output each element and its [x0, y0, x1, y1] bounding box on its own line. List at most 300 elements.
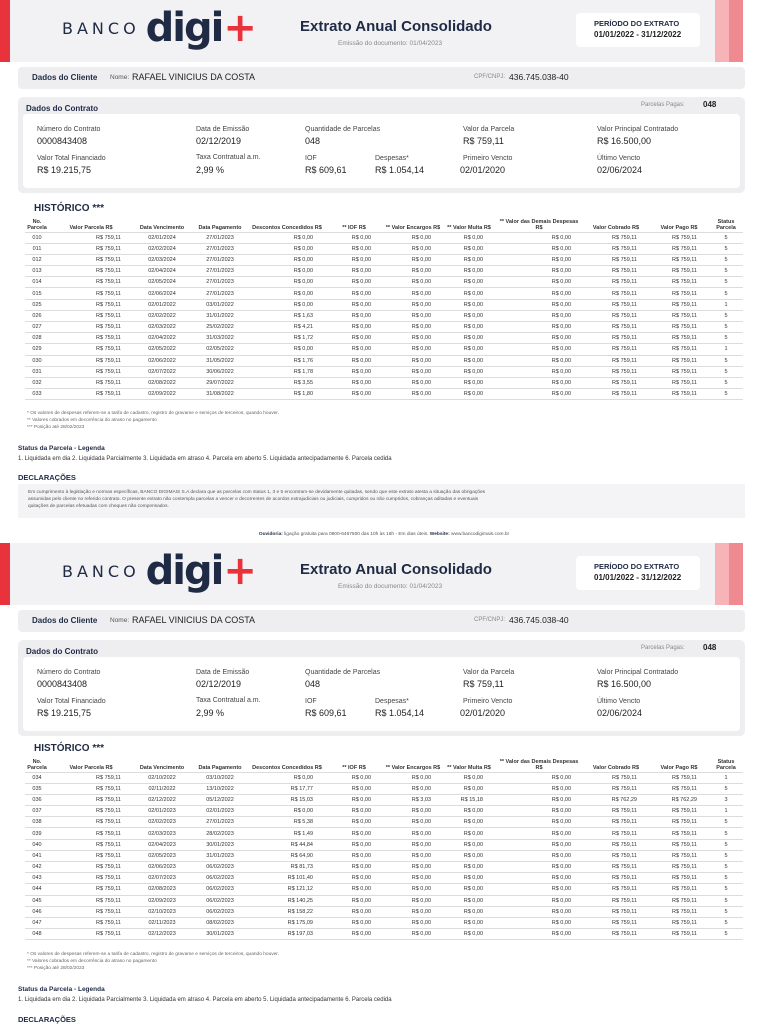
cell-demais-despesas: R$ 0,00	[495, 288, 583, 299]
cell-valor-cobrado: R$ 759,11	[583, 243, 649, 254]
cell-descontos: R$ 0,00	[249, 232, 325, 243]
cell-data-vencimento: 02/02/2024	[133, 243, 191, 254]
despesas-value: R$ 1.054,14	[375, 165, 425, 175]
cell-iof: R$ 0,00	[325, 322, 383, 333]
brand-bar	[0, 543, 10, 605]
qtd-value: 048	[305, 136, 321, 146]
client-label: Dados do Cliente	[32, 616, 98, 625]
cell-status: 5	[709, 929, 743, 940]
cell-status: 3	[709, 794, 743, 805]
cell-status: 5	[709, 884, 743, 895]
header-valor-cobrado: Valor Cobrado R$	[592, 764, 640, 771]
cell-status: 5	[709, 783, 743, 794]
cell-parcela-number: 032	[25, 377, 49, 388]
cell-data-pagamento: 27/01/2023	[191, 817, 249, 828]
decor-stripe	[743, 0, 768, 62]
cell-data-pagamento: 27/01/2023	[191, 232, 249, 243]
cell-encargos: R$ 0,00	[383, 333, 443, 344]
cell-valor-cobrado: R$ 759,11	[583, 917, 649, 928]
decor-stripe	[729, 0, 743, 62]
cell-valor-cobrado: R$ 759,11	[583, 806, 649, 817]
cell-encargos: R$ 0,00	[383, 862, 443, 873]
ultimo-label: Último Vencto	[597, 155, 641, 162]
footnotes	[27, 410, 279, 431]
cell-iof: R$ 0,00	[325, 232, 383, 243]
cell-parcela-number: 035	[25, 783, 49, 794]
primeiro-label: Primeiro Vencto	[463, 698, 513, 705]
cell-parcela-number: 031	[25, 366, 49, 377]
cell-multa: R$ 0,00	[443, 355, 495, 366]
cell-iof: R$ 0,00	[325, 288, 383, 299]
footnote-2: ** Valores cobrados em decorrência do atraso no pagamento	[27, 418, 157, 423]
cell-valor-cobrado: R$ 762,29	[583, 794, 649, 805]
cell-data-vencimento: 02/08/2022	[133, 377, 191, 388]
cell-multa: R$ 0,00	[443, 884, 495, 895]
cell-descontos: R$ 5,38	[249, 817, 325, 828]
history-header-row	[25, 756, 743, 772]
cell-encargos: R$ 0,00	[383, 344, 443, 355]
cell-valor-cobrado: R$ 759,11	[583, 254, 649, 265]
cell-valor-parcela: R$ 759,11	[49, 366, 133, 377]
cell-demais-despesas: R$ 0,00	[495, 232, 583, 243]
parcelas-pagas-value: 048	[703, 643, 717, 652]
cell-iof: R$ 0,00	[325, 929, 383, 940]
history-title: HISTÓRICO ***	[34, 743, 105, 754]
table-row	[25, 232, 743, 243]
cell-descontos: R$ 175,09	[249, 917, 325, 928]
cell-parcela-number: 029	[25, 344, 49, 355]
emission-value: 02/12/2019	[196, 136, 242, 146]
cell-valor-pago: R$ 759,11	[649, 884, 709, 895]
cell-demais-despesas: R$ 0,00	[495, 355, 583, 366]
qtd-label: Quantidade de Parcelas	[305, 126, 381, 133]
decor-stripe	[715, 543, 729, 605]
cell-multa: R$ 0,00	[443, 254, 495, 265]
cell-encargos: R$ 0,00	[383, 266, 443, 277]
emission-label: Data de Emissão	[196, 669, 250, 676]
cell-status: 5	[709, 322, 743, 333]
cell-encargos: R$ 0,00	[383, 232, 443, 243]
cell-encargos: R$ 0,00	[383, 850, 443, 861]
cell-data-vencimento: 02/11/2022	[133, 783, 191, 794]
contract-title: Dados do Contrato	[26, 104, 98, 113]
cell-data-pagamento: 31/01/2022	[191, 310, 249, 321]
cell-valor-parcela: R$ 759,11	[49, 322, 133, 333]
contract-fields	[23, 657, 740, 731]
cell-valor-parcela: R$ 759,11	[49, 232, 133, 243]
cell-valor-pago: R$ 759,11	[649, 850, 709, 861]
legend-title: Status da Parcela - Legenda	[18, 445, 105, 452]
cell-valor-pago: R$ 762,29	[649, 794, 709, 805]
cell-valor-cobrado: R$ 759,11	[583, 839, 649, 850]
cell-valor-pago: R$ 759,11	[649, 389, 709, 400]
cell-data-vencimento: 02/01/2023	[133, 806, 191, 817]
cell-valor-parcela: R$ 759,11	[49, 355, 133, 366]
cell-encargos: R$ 0,00	[383, 310, 443, 321]
table-row	[25, 895, 743, 906]
cell-iof: R$ 0,00	[325, 377, 383, 388]
despesas-value: R$ 1.054,14	[375, 708, 425, 718]
cell-data-pagamento: 29/07/2022	[191, 377, 249, 388]
cell-iof: R$ 0,00	[325, 906, 383, 917]
cell-descontos: R$ 0,00	[249, 299, 325, 310]
cell-status: 5	[709, 377, 743, 388]
cell-descontos: R$ 4,21	[249, 322, 325, 333]
cell-data-vencimento: 02/12/2023	[133, 929, 191, 940]
table-row	[25, 884, 743, 895]
cell-iof: R$ 0,00	[325, 333, 383, 344]
cell-data-vencimento: 02/06/2022	[133, 355, 191, 366]
cell-valor-cobrado: R$ 759,11	[583, 310, 649, 321]
table-row	[25, 366, 743, 377]
bank-logo	[62, 549, 257, 593]
cell-demais-despesas: R$ 0,00	[495, 344, 583, 355]
client-cpf: 436.745.038-40	[509, 615, 569, 625]
table-row	[25, 254, 743, 265]
cell-encargos: R$ 0,00	[383, 389, 443, 400]
cell-valor-cobrado: R$ 759,11	[583, 389, 649, 400]
cell-valor-pago: R$ 759,11	[649, 366, 709, 377]
cell-status: 5	[709, 817, 743, 828]
cell-encargos: R$ 0,00	[383, 288, 443, 299]
cell-demais-despesas: R$ 0,00	[495, 850, 583, 861]
cell-valor-parcela: R$ 759,11	[49, 288, 133, 299]
website-link[interactable]: www.bancodigimais.com.br	[449, 532, 510, 537]
cell-multa: R$ 0,00	[443, 839, 495, 850]
cell-demais-despesas: R$ 0,00	[495, 929, 583, 940]
cell-valor-parcela: R$ 759,11	[49, 906, 133, 917]
cell-iof: R$ 0,00	[325, 277, 383, 288]
cell-data-vencimento: 02/01/2022	[133, 299, 191, 310]
cell-valor-parcela: R$ 759,11	[49, 839, 133, 850]
cell-descontos: R$ 0,00	[249, 288, 325, 299]
cell-encargos: R$ 0,00	[383, 828, 443, 839]
cell-descontos: R$ 1,49	[249, 828, 325, 839]
document-title: Extrato Anual Consolidado	[300, 18, 492, 35]
client-cpf-label: CPF/CNPJ:	[474, 74, 506, 80]
cell-valor-cobrado: R$ 759,11	[583, 906, 649, 917]
cell-multa: R$ 0,00	[443, 806, 495, 817]
ouvidoria-label: Ouvidoria:	[258, 532, 283, 537]
cell-iof: R$ 0,00	[325, 828, 383, 839]
iof-label: IOF	[305, 155, 317, 162]
cell-descontos: R$ 0,00	[249, 243, 325, 254]
cell-iof: R$ 0,00	[325, 243, 383, 254]
cell-parcela-number: 030	[25, 355, 49, 366]
emission-date: Emissão do documento: 01/04/2023	[338, 40, 443, 47]
cell-parcela-number: 036	[25, 794, 49, 805]
cell-valor-cobrado: R$ 759,11	[583, 828, 649, 839]
cell-valor-cobrado: R$ 759,11	[583, 895, 649, 906]
cell-valor-parcela: R$ 759,11	[49, 884, 133, 895]
cell-data-pagamento: 27/01/2023	[191, 254, 249, 265]
cell-data-vencimento: 02/03/2024	[133, 254, 191, 265]
cell-parcela-number: 038	[25, 817, 49, 828]
header-iof: ** IOF R$	[342, 764, 366, 771]
cell-multa: R$ 15,18	[443, 794, 495, 805]
parcelas-pagas-label: Parcelas Pagas:	[641, 645, 685, 651]
cell-encargos: R$ 0,00	[383, 355, 443, 366]
period-label: PERÍODO DO EXTRATO	[594, 19, 680, 28]
legend-text: 1. Liquidada em dia 2. Liquidada Parcialmente 3. Liquidada em atraso 4. Parcela em aberto 5. Liquidada antecipadamente 6. Parcela cedida	[18, 456, 392, 462]
table-row	[25, 806, 743, 817]
cell-valor-parcela: R$ 759,11	[49, 277, 133, 288]
cell-multa: R$ 0,00	[443, 862, 495, 873]
contract-section	[18, 97, 745, 193]
cell-parcela-number: 026	[25, 310, 49, 321]
cell-valor-pago: R$ 759,11	[649, 929, 709, 940]
cell-valor-pago: R$ 759,11	[649, 277, 709, 288]
cell-data-vencimento: 02/01/2024	[133, 232, 191, 243]
cell-valor-pago: R$ 759,11	[649, 377, 709, 388]
cell-iof: R$ 0,00	[325, 366, 383, 377]
parcelas-pagas-label: Parcelas Pagas:	[641, 102, 685, 108]
cell-data-vencimento: 02/11/2023	[133, 917, 191, 928]
cell-multa: R$ 0,00	[443, 783, 495, 794]
cell-iof: R$ 0,00	[325, 355, 383, 366]
table-row	[25, 333, 743, 344]
cell-encargos: R$ 0,00	[383, 873, 443, 884]
footnote-3: *** Posição até 28/02/2023	[27, 966, 85, 971]
cell-descontos: R$ 0,00	[249, 277, 325, 288]
cell-descontos: R$ 0,00	[249, 806, 325, 817]
ultimo-label: Último Vencto	[597, 698, 641, 705]
cell-valor-parcela: R$ 759,11	[49, 817, 133, 828]
history-table	[25, 216, 743, 400]
client-name: RAFAEL VINICIUS DA COSTA	[132, 72, 256, 82]
table-row	[25, 344, 743, 355]
cell-parcela-number: 027	[25, 322, 49, 333]
cell-descontos: R$ 17,77	[249, 783, 325, 794]
period-value: 01/01/2022 - 31/12/2022	[594, 573, 682, 582]
cell-valor-pago: R$ 759,11	[649, 355, 709, 366]
qtd-value: 048	[305, 679, 321, 689]
contract-section	[18, 640, 745, 736]
cell-valor-pago: R$ 759,11	[649, 839, 709, 850]
cell-status: 5	[709, 828, 743, 839]
cell-descontos: R$ 0,00	[249, 254, 325, 265]
cell-status: 1	[709, 772, 743, 783]
cell-data-vencimento: 02/12/2022	[133, 794, 191, 805]
cell-data-vencimento: 02/05/2023	[133, 850, 191, 861]
cell-valor-cobrado: R$ 759,11	[583, 377, 649, 388]
client-name-label: Nome:	[110, 74, 130, 81]
cell-valor-parcela: R$ 759,11	[49, 895, 133, 906]
taxa-label: Taxa Contratual a.m.	[196, 154, 261, 161]
cell-valor-parcela: R$ 759,11	[49, 862, 133, 873]
cell-iof: R$ 0,00	[325, 862, 383, 873]
cell-data-vencimento: 02/06/2024	[133, 288, 191, 299]
cell-iof: R$ 0,00	[325, 389, 383, 400]
period-box	[576, 13, 700, 47]
cell-multa: R$ 0,00	[443, 322, 495, 333]
cell-demais-despesas: R$ 0,00	[495, 322, 583, 333]
cell-descontos: R$ 15,03	[249, 794, 325, 805]
table-row	[25, 772, 743, 783]
cell-data-pagamento: 06/02/2023	[191, 906, 249, 917]
cell-valor-pago: R$ 759,11	[649, 288, 709, 299]
cell-descontos: R$ 81,73	[249, 862, 325, 873]
ouvidoria-text: ligação gratuita para 0800-6467500 das 10h às 16h - Em dias úteis.	[282, 532, 430, 537]
cell-descontos: R$ 197,03	[249, 929, 325, 940]
cell-multa: R$ 0,00	[443, 828, 495, 839]
client-section	[18, 610, 745, 632]
cell-data-pagamento: 27/01/2023	[191, 277, 249, 288]
cell-valor-parcela: R$ 759,11	[49, 389, 133, 400]
header-encargos: ** Valor Encargos R$	[385, 224, 441, 231]
table-row	[25, 929, 743, 940]
cell-parcela-number: 034	[25, 772, 49, 783]
cell-status: 5	[709, 333, 743, 344]
cell-parcela-number: 047	[25, 917, 49, 928]
cell-encargos: R$ 0,00	[383, 817, 443, 828]
cell-encargos: R$ 0,00	[383, 917, 443, 928]
table-row	[25, 310, 743, 321]
total-label: Valor Total Financiado	[37, 698, 106, 705]
cell-descontos: R$ 1,76	[249, 355, 325, 366]
primeiro-label: Primeiro Vencto	[463, 155, 513, 162]
cell-iof: R$ 0,00	[325, 873, 383, 884]
logo-digi-text: digi	[145, 5, 223, 51]
cell-status: 5	[709, 839, 743, 850]
cell-parcela-number: 010	[25, 232, 49, 243]
cell-valor-parcela: R$ 759,11	[49, 299, 133, 310]
table-row	[25, 389, 743, 400]
emission-value: 02/12/2019	[196, 679, 242, 689]
cell-parcela-number: 046	[25, 906, 49, 917]
cell-parcela-number: 042	[25, 862, 49, 873]
cell-multa: R$ 0,00	[443, 917, 495, 928]
cell-valor-pago: R$ 759,11	[649, 828, 709, 839]
cell-iof: R$ 0,00	[325, 783, 383, 794]
cell-valor-parcela: R$ 759,11	[49, 254, 133, 265]
cell-demais-despesas: R$ 0,00	[495, 243, 583, 254]
statement-header	[0, 0, 768, 62]
cell-status: 1	[709, 344, 743, 355]
cell-demais-despesas: R$ 0,00	[495, 783, 583, 794]
header-demais-despesas: ** Valor das Demais Despesas R$	[499, 758, 579, 771]
cell-multa: R$ 0,00	[443, 850, 495, 861]
table-row	[25, 850, 743, 861]
cell-data-pagamento: 28/02/2023	[191, 828, 249, 839]
header-data-pagamento: Data Pagamento	[198, 764, 242, 771]
cell-data-pagamento: 06/02/2023	[191, 895, 249, 906]
cell-multa: R$ 0,00	[443, 906, 495, 917]
cell-valor-cobrado: R$ 759,11	[583, 817, 649, 828]
client-name: RAFAEL VINICIUS DA COSTA	[132, 615, 256, 625]
period-value: 01/01/2022 - 31/12/2022	[594, 30, 682, 39]
declaration-line: quitações de parcelas efetuadas com cheques não compensados.	[28, 504, 169, 509]
cell-encargos: R$ 0,00	[383, 243, 443, 254]
cell-valor-pago: R$ 759,11	[649, 333, 709, 344]
cell-data-vencimento: 02/02/2022	[133, 310, 191, 321]
cell-iof: R$ 0,00	[325, 895, 383, 906]
cell-status: 5	[709, 243, 743, 254]
cell-valor-cobrado: R$ 759,11	[583, 288, 649, 299]
cell-valor-cobrado: R$ 759,11	[583, 929, 649, 940]
cell-valor-cobrado: R$ 759,11	[583, 277, 649, 288]
legend-title: Status da Parcela - Legenda	[18, 986, 105, 993]
legend-text: 1. Liquidada em dia 2. Liquidada Parcialmente 3. Liquidada em atraso 4. Parcela em aberto 5. Liquidada antecipadamente 6. Parcela cedida	[18, 997, 392, 1003]
cell-data-pagamento: 30/01/2023	[191, 839, 249, 850]
cell-valor-parcela: R$ 759,11	[49, 772, 133, 783]
website-label: Website:	[429, 532, 450, 537]
cell-encargos: R$ 0,00	[383, 884, 443, 895]
cell-valor-parcela: R$ 759,11	[49, 873, 133, 884]
logo-plus-text: +	[223, 548, 257, 594]
cell-encargos: R$ 0,00	[383, 806, 443, 817]
cell-demais-despesas: R$ 0,00	[495, 862, 583, 873]
cell-demais-despesas: R$ 0,00	[495, 772, 583, 783]
cell-valor-pago: R$ 759,11	[649, 806, 709, 817]
cell-iof: R$ 0,00	[325, 266, 383, 277]
contract-fields	[23, 114, 740, 188]
cell-multa: R$ 0,00	[443, 873, 495, 884]
cell-parcela-number: 037	[25, 806, 49, 817]
cell-parcela-number: 025	[25, 299, 49, 310]
principal-label: Valor Principal Contratado	[597, 669, 679, 676]
cell-data-vencimento: 02/03/2023	[133, 828, 191, 839]
cell-parcela-number: 014	[25, 277, 49, 288]
header-data-vencimento: Data Vencimento	[139, 764, 185, 771]
cell-multa: R$ 0,00	[443, 243, 495, 254]
cell-valor-cobrado: R$ 759,11	[583, 344, 649, 355]
cell-data-vencimento: 02/02/2023	[133, 817, 191, 828]
header-data-vencimento: Data Vencimento	[139, 224, 185, 231]
table-row	[25, 299, 743, 310]
cell-valor-parcela: R$ 759,11	[49, 850, 133, 861]
document-title: Extrato Anual Consolidado	[300, 561, 492, 578]
cell-valor-pago: R$ 759,11	[649, 310, 709, 321]
cell-data-vencimento: 02/06/2023	[133, 862, 191, 873]
cell-data-vencimento: 02/05/2024	[133, 277, 191, 288]
cell-encargos: R$ 0,00	[383, 839, 443, 850]
taxa-value: 2,99 %	[196, 708, 225, 718]
cell-demais-despesas: R$ 0,00	[495, 333, 583, 344]
cell-status: 5	[709, 850, 743, 861]
header-status: Status Parcela	[716, 758, 736, 771]
iof-label: IOF	[305, 698, 317, 705]
cell-multa: R$ 0,00	[443, 232, 495, 243]
cell-iof: R$ 0,00	[325, 344, 383, 355]
cell-encargos: R$ 0,00	[383, 254, 443, 265]
principal-value: R$ 16.500,00	[597, 136, 652, 146]
cell-data-vencimento: 02/03/2022	[133, 322, 191, 333]
cell-status: 5	[709, 277, 743, 288]
decor-stripe	[729, 543, 743, 605]
total-value: R$ 19.215,75	[37, 165, 92, 175]
cell-valor-parcela: R$ 759,11	[49, 783, 133, 794]
cell-demais-despesas: R$ 0,00	[495, 884, 583, 895]
table-row	[25, 839, 743, 850]
declarations-title: DECLARAÇÕES	[18, 1015, 76, 1024]
header-multa: ** Valor Multa R$	[447, 224, 491, 231]
cell-demais-despesas: R$ 0,00	[495, 873, 583, 884]
cell-demais-despesas: R$ 0,00	[495, 299, 583, 310]
cell-status: 5	[709, 266, 743, 277]
cell-demais-despesas: R$ 0,00	[495, 839, 583, 850]
header-valor-cobrado: Valor Cobrado R$	[592, 224, 640, 231]
cell-descontos: R$ 158,22	[249, 906, 325, 917]
cell-demais-despesas: R$ 0,00	[495, 389, 583, 400]
footnote-3: *** Posição até 28/02/2023	[27, 425, 85, 430]
cell-data-pagamento: 13/10/2022	[191, 783, 249, 794]
cell-multa: R$ 0,00	[443, 895, 495, 906]
declarations-box	[18, 484, 745, 518]
cell-demais-despesas: R$ 0,00	[495, 277, 583, 288]
cell-encargos: R$ 0,00	[383, 322, 443, 333]
principal-value: R$ 16.500,00	[597, 679, 652, 689]
